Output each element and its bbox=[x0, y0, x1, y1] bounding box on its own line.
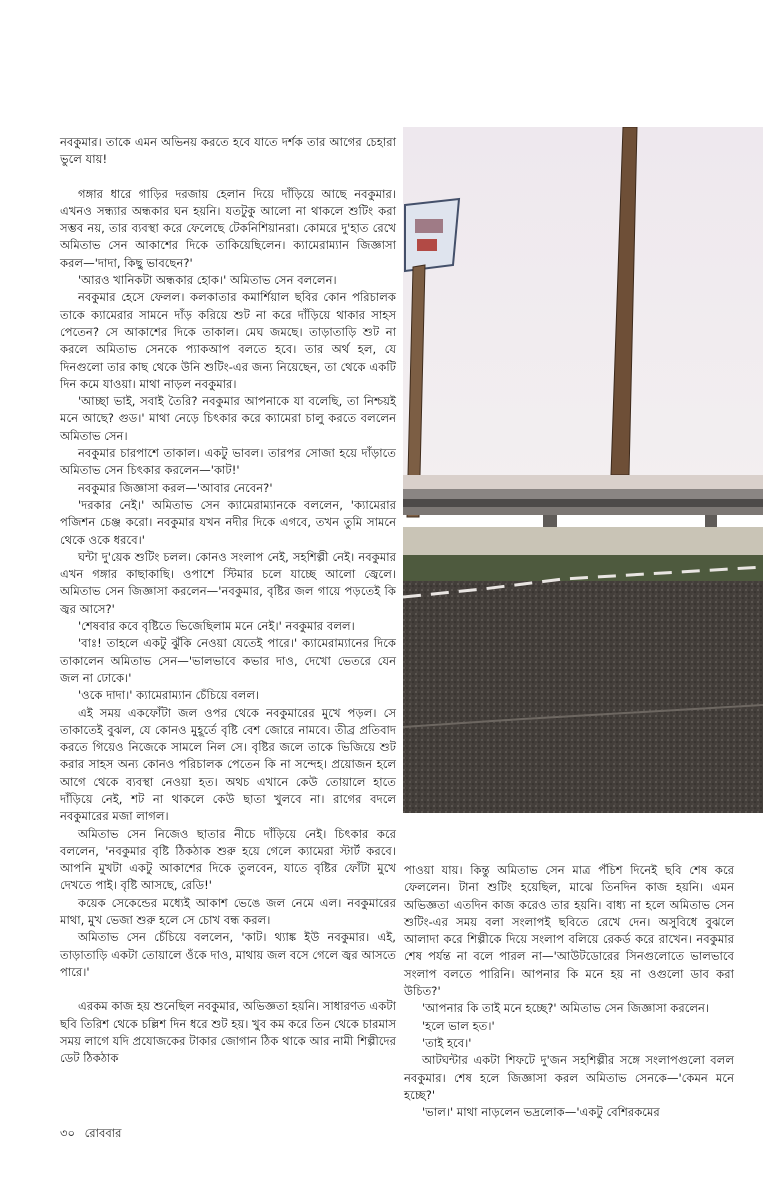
paragraph: পাওয়া যায়। কিন্তু অমিতাভ সেন মাত্র পঁচিশ দিনেই ছবি শেষ করে ফেললেন। টানা শুটিং হয়েছিল, মাঝে তিনদিন কাজ হয়নি। এমন অভিজ্ঞতা এতদিন কাজ করেও তার হয়নি। বাধ্য না হলে অমিতাভ সেন শুটিং-এর সময় বলা সংলাপই ছবিতে রেখে দেন। অসুবিধে বুঝলে আলাদা করে শিল্পীকে দিয়ে সংলাপ বলিয়ে রেকর্ড করে রাখেন। নবকুমার শেষ পর্যন্ত না বলে পারল না—'আউটডোরের সিনগুলোতে ভালভাবে সংলাপ বলতে পারিনি। আপনার কি মনে হয় না ওগুলো ডাব করা উচিত?' bbox=[404, 863, 734, 999]
paragraph: 'তাই হবে।' bbox=[422, 1035, 472, 1050]
paragraph: অমিতাভ সেন নিজেও ছাতার নীচে দাঁড়িয়ে নেই। চিৎকার করে বললেন, 'নবকুমার বৃষ্টি ঠিকঠাক শুরু হয়ে গেলে ক্যামেরা স্টার্ট করবে। আপনি মুখটা একটু আকাশের দিকে তুলবেন, যাতে বৃষ্টির ফোঁটা মুখে দেখতে পাই। বৃষ্টি আসছে, রেডি!' bbox=[60, 826, 396, 893]
paragraph: 'শেষবার কবে বৃষ্টিতে ভিজেছিলাম মনে নেই।' নবকুমার বলল। bbox=[78, 619, 355, 634]
paragraph: এরকম কাজ হয় শুনেছিল নবকুমার, অভিজ্ঞতা হয়নি। সাধারণত একটা ছবি তিরিশ থেকে চল্লিশ দিন ধরে শুট হয়। খুব কম করে তিন থেকে চারমাস সময় লাগে যদি প্রযোজকের টাকার জোগান ঠিক থাকে আর নামী শিল্পীদের ডেট ঠিকঠাক bbox=[60, 999, 396, 1066]
paragraph: নবকুমার। তাকে এমন অভিনয় করতে হবে যাতে দর্শক তার আগের চেহারা ভুলে যায়! bbox=[60, 135, 396, 167]
page-number: ৩০ bbox=[60, 1126, 75, 1140]
page-footer bbox=[60, 1125, 127, 1144]
paragraph: অমিতাভ সেন চেঁচিয়ে বললেন, 'কাট। থ্যাঙ্ক ইউ নবকুমার। এই, তাড়াতাড়ি একটা তোয়ালে ওঁকে দাও, মাথায় জল বসে গেলে জ্বর আসতে পারে।' bbox=[60, 930, 396, 979]
paragraph: 'ওকে দাদা।' ক্যামেরাম্যান চেঁচিয়ে বলল। bbox=[78, 688, 260, 703]
article-left-column bbox=[60, 134, 396, 1067]
paragraph: 'হলে ভাল হত।' bbox=[422, 1018, 495, 1033]
paragraph: 'আচ্ছা ভাই, সবাই তৈরি? নবকুমার আপনাকে যা বলেছি, তা নিশ্চয়ই মনে আছে? গুড।' মাথা নেড়ে চিৎকার করে ক্যামেরা চালু করতে বললেন অমিতাভ সেন। bbox=[60, 394, 396, 443]
publication-name: রোববার bbox=[84, 1126, 122, 1140]
paragraph: গঙ্গার ধারে গাড়ির দরজায় হেলান দিয়ে দাঁড়িয়ে আছে নবকুমার। এখনও সন্ধ্যার অন্ধকার ঘন হয়নি। যতটুকু আলো না থাকলে শুটিং করা সম্ভব নয়, তার ব্যবস্থা করে ফেলেছে টেকনিশিয়ানরা। কোমরে দু'হাত রেখে অমিতাভ সেন আকাশের দিকে তাকিয়েছিলেন। ক্যামেরাম্যান জিজ্ঞাসা করল—'দাদা, কিছু ভাবছেন?' bbox=[60, 186, 396, 270]
paragraph: 'বাঃ! তাহলে একটু ঝুঁকি নেওয়া যেতেই পারে।' ক্যামেরাম্যানের দিকে তাকালেন অমিতাভ সেন—'ভালভাবে কভার দাও, দেখো ভেতরে যেন জল না ঢোকে।' bbox=[60, 636, 396, 685]
paragraph: ঘন্টা দু'য়েক শুটিং চলল। কোনও সংলাপ নেই, সহশিল্পী নেই। নবকুমার এখন গঙ্গার কাছাকাছি। ওপাশে স্টিমার চলে যাচ্ছে আলো জ্বেলে। অমিতাভ সেন জিজ্ঞাসা করলেন—'নবকুমার, বৃষ্টির জল গায়ে পড়তেই কি জ্বর আসে?' bbox=[60, 549, 396, 616]
paragraph: নবকুমার চারপাশে তাকাল। একটু ভাবল। তারপর সোজা হয়ে দাঁড়াতে অমিতাভ সেন চিৎকার করলেন—'কাট!' bbox=[60, 446, 396, 478]
paragraph: আটঘন্টার একটা শিফটে দু'জন সহশিল্পীর সঙ্গে সংলাপগুলো বলল নবকুমার। শেষ হলে জিজ্ঞাসা করল অমিতাভ সেনকে—'কেমন মনে হচ্ছে?' bbox=[404, 1053, 734, 1102]
paragraph: এই সময় একফোঁটা জল ওপর থেকে নবকুমারের মুখে পড়ল। সে তাকাতেই বুঝল, যে কোনও মুহূর্তে বৃষ্টি বেশ জোরে নামবে। তীব্র প্রতিবাদ করতে গিয়েও নিজেকে সামলে নিল সে। বৃষ্টির জলে তাকে ভিজিয়ে শুট করার সাহস অন্য কোনও পরিচালক পেতেন কি না সন্দেহ। প্রয়োজন হলে আগে থেকে ব্যবস্থা নেওয়া হত। অথচ এখানে কেউ তোয়ালে হাতে দাঁড়িয়ে নেই, শট না থাকলে কেউ ছাতা খুলবে না। রাগের বদলে নবকুমারের মজা লাগল। bbox=[60, 705, 396, 824]
paragraph: নবকুমার জিজ্ঞাসা করল—'আবার নেবেন?' bbox=[78, 480, 273, 495]
paragraph: কয়েক সেকেন্ডের মধ্যেই আকাশ ভেঙে জল নেমে এল। নবকুমারের মাথা, মুখ ভেজা শুরু হলে সে চোখ বন্ধ করল। bbox=[60, 895, 396, 928]
article-right-column bbox=[404, 862, 734, 1121]
paragraph: 'আরও খানিকটা অন্ধকার হোক।' অমিতাভ সেন বললেন। bbox=[78, 273, 337, 288]
roadside-photo-graphic bbox=[403, 127, 763, 813]
roadside-photo bbox=[403, 127, 763, 813]
paragraph: 'দরকার নেই।' অমিতাভ সেন ক্যামেরাম্যানকে বললেন, 'ক্যামেরার পজিশন চেঞ্জ করো। নবকুমার যখন নদীর দিকে এগবে, তখন তুমি সামনে থেকে ওকে ধরবে।' bbox=[60, 497, 396, 547]
paragraph: 'ভাল।' মাথা নাড়লেন ভদ্রলোক—'একটু বেশিরকমের bbox=[422, 1105, 660, 1120]
paragraph: 'আপনার কি তাই মনে হচ্ছে?' অমিতাভ সেন জিজ্ঞাসা করলেন। bbox=[422, 1001, 710, 1016]
paragraph: নবকুমার হেসে ফেলল। কলকাতার কমার্শিয়াল ছবির কোন পরিচালক তাকে ক্যামেরার সামনে দাঁড় করিয়ে শুট না করে দাঁড়িয়ে থাকার সাহস পেতেন? সে আকাশের দিকে তাকাল। মেঘ জমছে। তাড়াতাড়ি শুট না করলে অমিতাভ সেনকে প্যাকআপ বলতে হবে। তার অর্থ হল, যে দিনগুলো তার কাছ থেকে উনি শুটিং-এর জন্য নিয়েছেন, তা থেকে একটি দিন কমে যাওয়া। মাথা নাড়ল নবকুমার। bbox=[60, 290, 396, 391]
